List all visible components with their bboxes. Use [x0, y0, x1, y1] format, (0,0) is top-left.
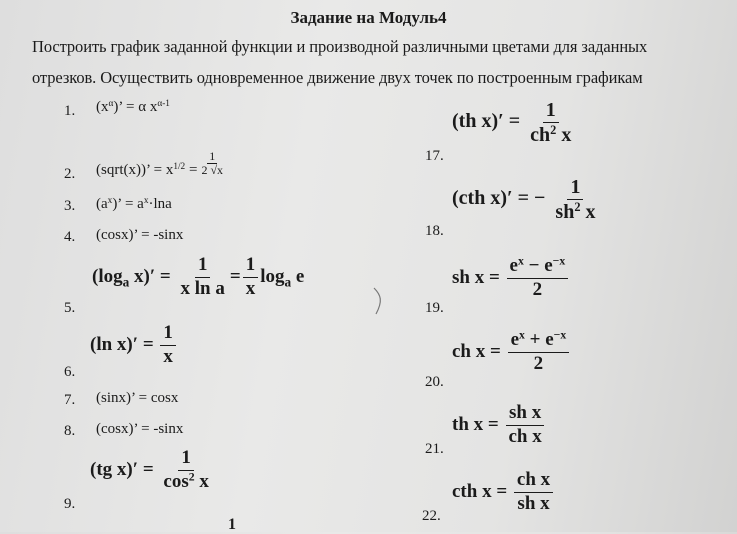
item-number: 1. — [64, 103, 76, 119]
formula-3: $(a^x)$’ = $a^x\cdot\ln a$ — [96, 195, 172, 212]
item-number: 20. — [425, 374, 444, 390]
formula-18: (cth x)′ = − $\frac{1}{sh^2 x}$ — [452, 176, 596, 223]
item-number: 17. — [425, 148, 444, 164]
item-number: 9. — [64, 496, 76, 512]
item-number: 6. — [64, 364, 76, 380]
formula-6: (ln x)′ = $\frac{1}{x}$ — [90, 323, 178, 368]
formula-8: (cosx)’ = -sinx — [96, 421, 184, 437]
item-number: 18. — [425, 223, 444, 239]
formula-9: (tg x)′ = $\frac{1}{\cos^2 x}$ — [90, 447, 209, 492]
intro-line-2: отрезков. Осуществить одновременное движение двух точек по построенным графикам — [32, 68, 643, 87]
formula-22: cth x = $\frac{\text{ch x}}{\text{sh x}}$ — [452, 470, 555, 515]
formula-20: ch x = $\frac{e^x + e^{-x}}{2}$ — [452, 330, 571, 375]
item-number: 2. — [64, 166, 76, 182]
item-number: 7. — [64, 392, 76, 408]
page-title: Задание на Модуль4 — [290, 8, 447, 27]
formula-21: th x = $\frac{\text{sh x}}{\text{ch x}}$ — [452, 403, 547, 448]
formula-7: (sinx)’ = cosx — [96, 390, 179, 406]
item-number: 19. — [425, 300, 444, 316]
cut-off-numerator: 1 — [228, 516, 236, 533]
pen-mark — [372, 287, 386, 315]
item-number: 5. — [64, 300, 76, 316]
item-number: 3. — [64, 198, 76, 214]
item-number: 4. — [64, 229, 76, 245]
formula-17: (th x)′ = $\frac{1}{ch^2 x}$ — [452, 99, 572, 146]
item-number: 22. — [422, 508, 441, 524]
item-number: 8. — [64, 423, 76, 439]
formula-4: (cosx)’ = -sinx — [96, 227, 184, 243]
item-number: 21. — [425, 441, 444, 457]
formula-2: (sqrt(x))’ = $x^{1/2}$ = $\frac{1}{2 √x}$ — [96, 148, 224, 178]
formula-19: sh x = $\frac{e^x - e^{-x}}{2}$ — [452, 256, 570, 301]
formula-5: ($\log_a$ x)′ = $\frac{1}{\text{x ln a}}$ = $\frac{1}{x}$ $\log_a e$ — [92, 254, 305, 299]
intro-line-1: Построить график заданной функции и производной различными цветами для заданных — [32, 37, 648, 56]
formula-1: $(x^\alpha)$’ = α $x^{\alpha-1}$ — [96, 98, 170, 115]
